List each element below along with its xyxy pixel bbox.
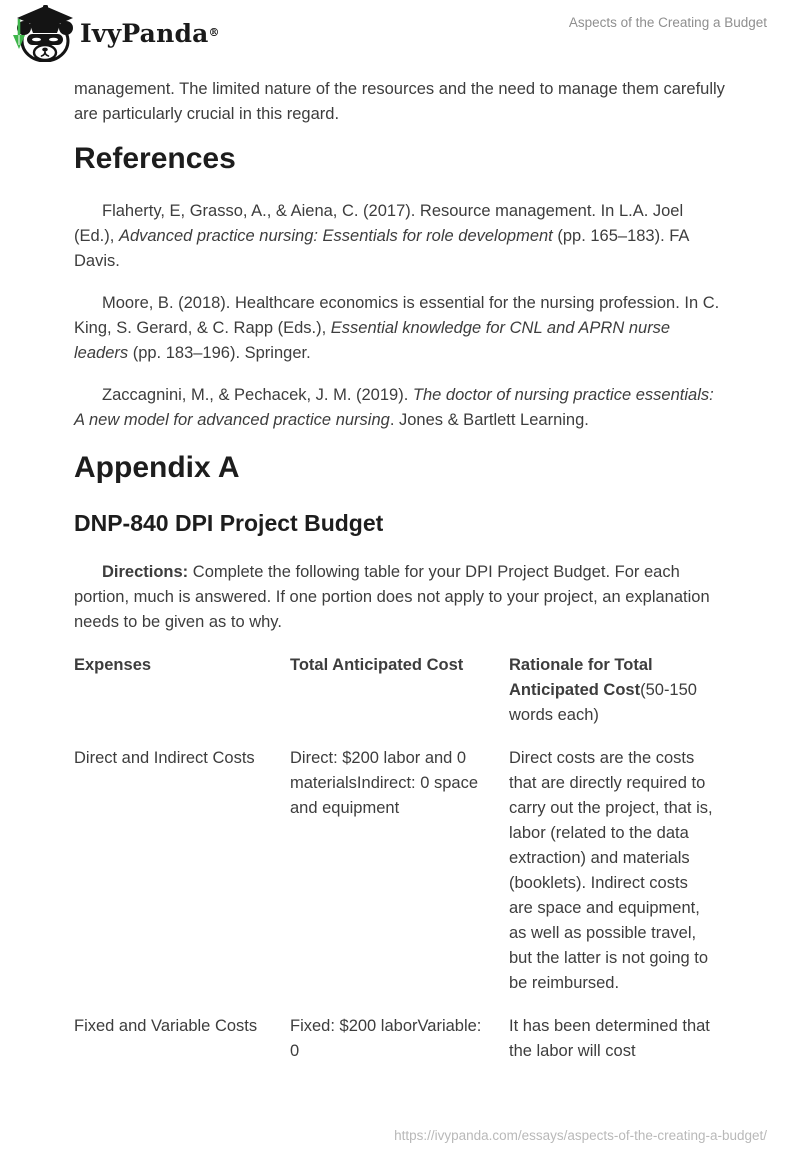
cell-expense: Fixed and Variable Costs: [74, 1017, 258, 1035]
reference-entry: Zaccagnini, M., & Pechacek, J. M. (2019). The doctor of nursing practice essentials: A new model for advanced practice nursing. Jones & Bartlett Learning.: [74, 386, 714, 429]
brand: IvyPanda ®: [10, 4, 220, 62]
source-url: https://ivypanda.com/essays/aspects-of-the-creating-a-budget/: [394, 1128, 767, 1143]
column-header-rationale: Rationale for Total Anticipated Cost(50-150 words each): [509, 656, 697, 724]
column-header-expenses: Expenses: [74, 656, 152, 674]
directions-paragraph: Directions: Complete the following table for your DPI Project Budget. For each portion, much is answered. If one portion does not apply to your project, an explanation needs to be given as to why.: [74, 563, 710, 631]
budget-heading: DNP-840 DPI Project Budget: [74, 510, 384, 536]
table-row: [74, 746, 727, 996]
references-heading: References: [74, 142, 236, 175]
document-body: [74, 62, 727, 1064]
appendix-heading: Appendix A: [74, 451, 240, 484]
cell-expense: Direct and Indirect Costs: [74, 749, 255, 767]
table-header-row: [74, 653, 727, 728]
cell-cost: Fixed: $200 laborVariable: 0: [290, 1017, 482, 1060]
budget-table: [74, 653, 727, 1064]
reference-entry: Flaherty, E, Grasso, A., & Aiena, C. (2017). Resource management. In L.A. Joel (Ed.), Advanced practice nursing: Essentials for role development (pp. 165–183). FA Davis.: [74, 202, 689, 270]
running-title: Aspects of the Creating a Budget: [568, 15, 767, 30]
cell-cost: Direct: $200 labor and 0 materialsIndirect: 0 space and equipment: [290, 749, 479, 817]
cell-rationale: Direct costs are the costs that are directly required to carry out the project, that is, labor (related to the data extraction) and materials (booklets). Indirect costs are space and equipment, as well as possible travel, but the latter is not going to be reimbursed.: [509, 749, 713, 992]
table-row: [74, 1014, 727, 1064]
reference-entry: Moore, B. (2018). Healthcare economics is essential for the nursing profession. In C. King, S. Gerard, & C. Rapp (Eds.), Essential knowledge for CNL and APRN nurse leaders (pp. 183–196). Springer.: [74, 294, 720, 362]
ivypanda-panda-logo-icon: [10, 4, 74, 62]
brand-name: IvyPanda: [80, 18, 209, 48]
column-header-total-cost: Total Anticipated Cost: [290, 656, 464, 674]
page-footer: [394, 1128, 767, 1143]
page-header: [0, 0, 800, 62]
cell-rationale: It has been determined that the labor will cost: [509, 1017, 710, 1060]
intro-paragraph: management. The limited nature of the resources and the need to manage them carefully are particularly crucial in this regard.: [74, 80, 725, 123]
